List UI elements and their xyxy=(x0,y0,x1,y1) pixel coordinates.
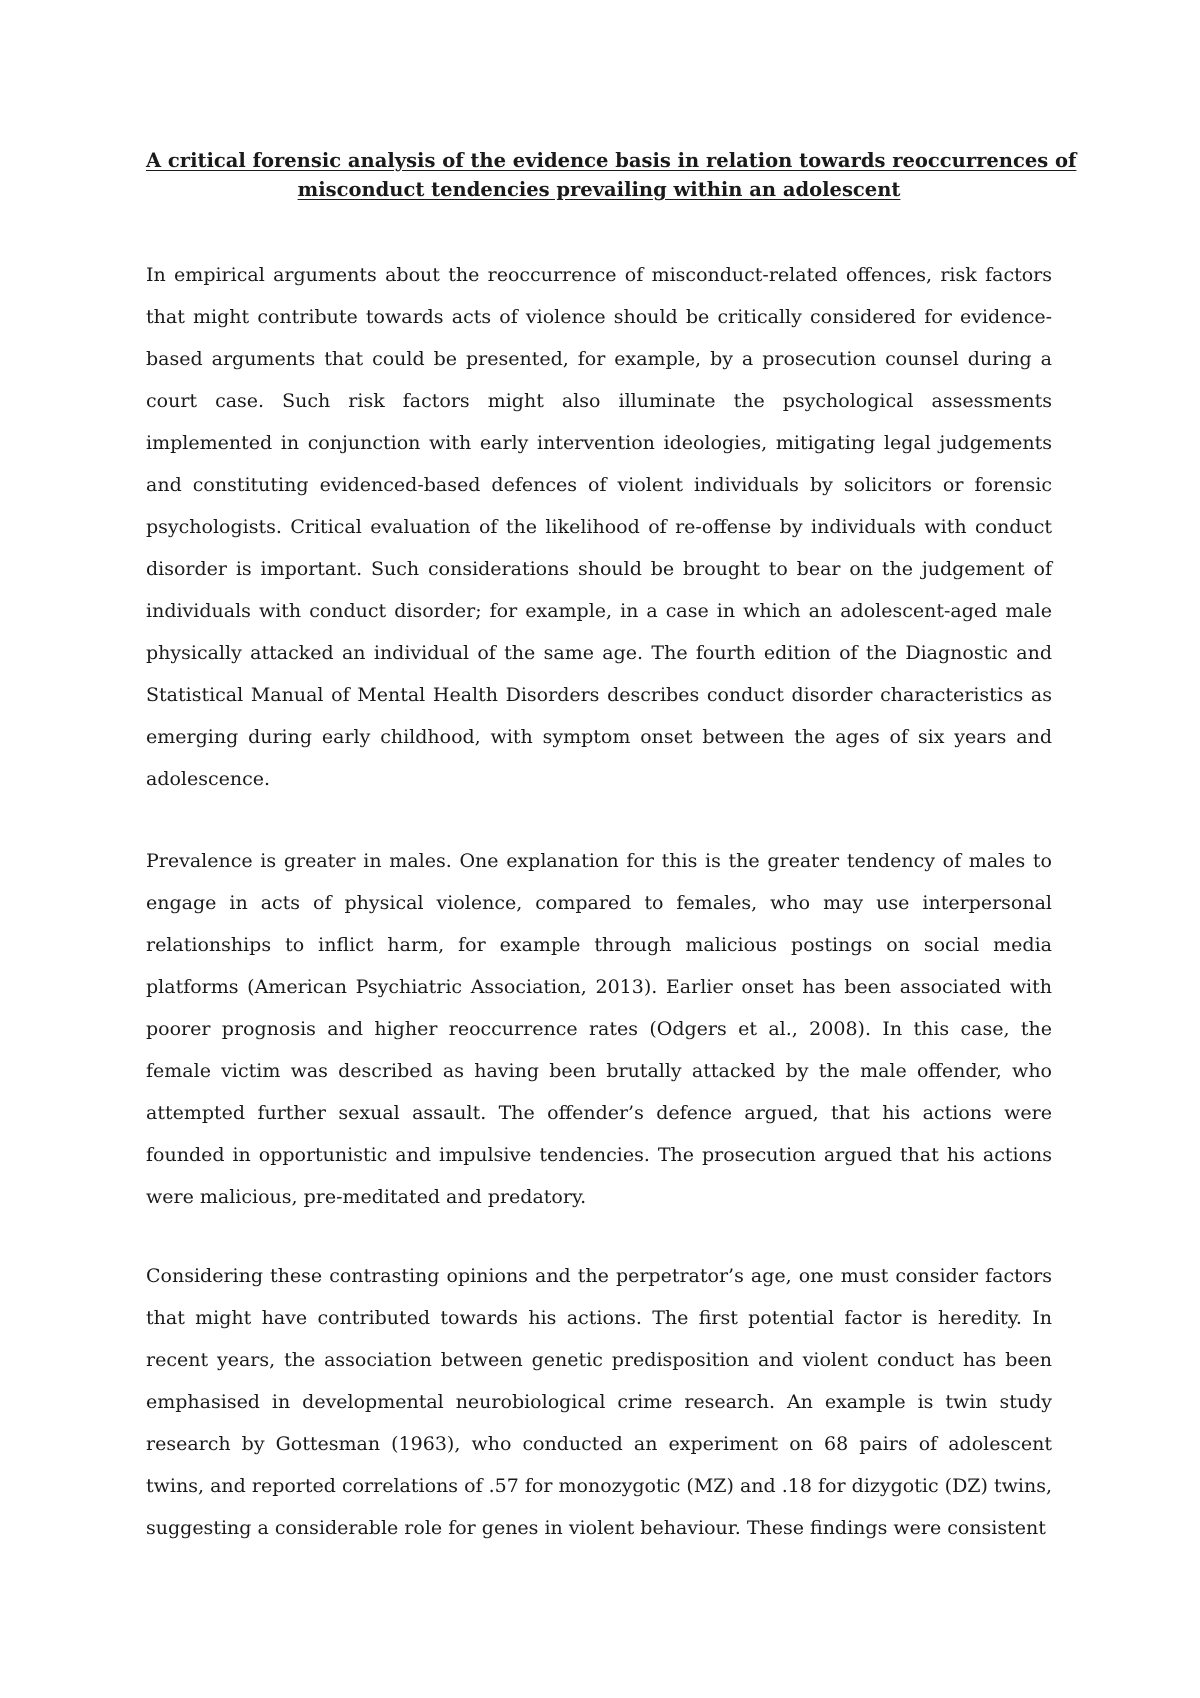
title-line-1: A critical forensic analysis of the evidence basis in relation towards reoccurrences of xyxy=(146,149,1077,172)
paragraph-2: Prevalence is greater in males. One explanation for this is the greater tendency of males to engage in acts of physical violence, compared to females, who may use interpersonal relationships to inflict harm, for example through malicious postings on social media platforms (American Psychiatric Association, 2013). Earlier onset has been associated with poorer prognosis and higher reoccurrence rates (Odgers et al., 2008). In this case, the female victim was described as having been brutally attacked by the male offender, who attempted further sexual assault. The offender’s defence argued, that his actions were founded in opportunistic and impulsive tendencies. The prosecution argued that his actions were malicious, pre-meditated and predatory. xyxy=(146,850,1052,1208)
document-title xyxy=(146,146,1077,204)
paragraph-3: Considering these contrasting opinions and the perpetrator’s age, one must consider factors that might have contributed towards his actions. The first potential factor is heredity. In recent years, the association between genetic predisposition and violent conduct has been emphasised in developmental neurobiological crime research. An example is twin study research by Gottesman (1963), who conducted an experiment on 68 pairs of adolescent twins, and reported correlations of .57 for monozygotic (MZ) and .18 for dizygotic (DZ) twins, suggesting a considerable role for genes in violent behaviour. These findings were consistent xyxy=(146,1265,1052,1539)
paragraph-1: In empirical arguments about the reoccurrence of misconduct-related offences, risk factors that might contribute towards acts of violence should be critically considered for evidence-based arguments that could be presented, for example, by a prosecution counsel during a court case. Such risk factors might also illuminate the psychological assessments implemented in conjunction with early intervention ideologies, mitigating legal judgements and constituting evidenced-based defences of violent individuals by solicitors or forensic psychologists. Critical evaluation of the likelihood of re-offense by individuals with conduct disorder is important. Such considerations should be brought to bear on the judgement of individuals with conduct disorder; for example, in a case in which an adolescent-aged male physically attacked an individual of the same age. The fourth edition of the Diagnostic and Statistical Manual of Mental Health Disorders describes conduct disorder characteristics as emerging during early childhood, with symptom onset between the ages of six years and adolescence. xyxy=(146,264,1052,790)
title-line-2: misconduct tendencies prevailing within an adolescent xyxy=(297,178,901,201)
